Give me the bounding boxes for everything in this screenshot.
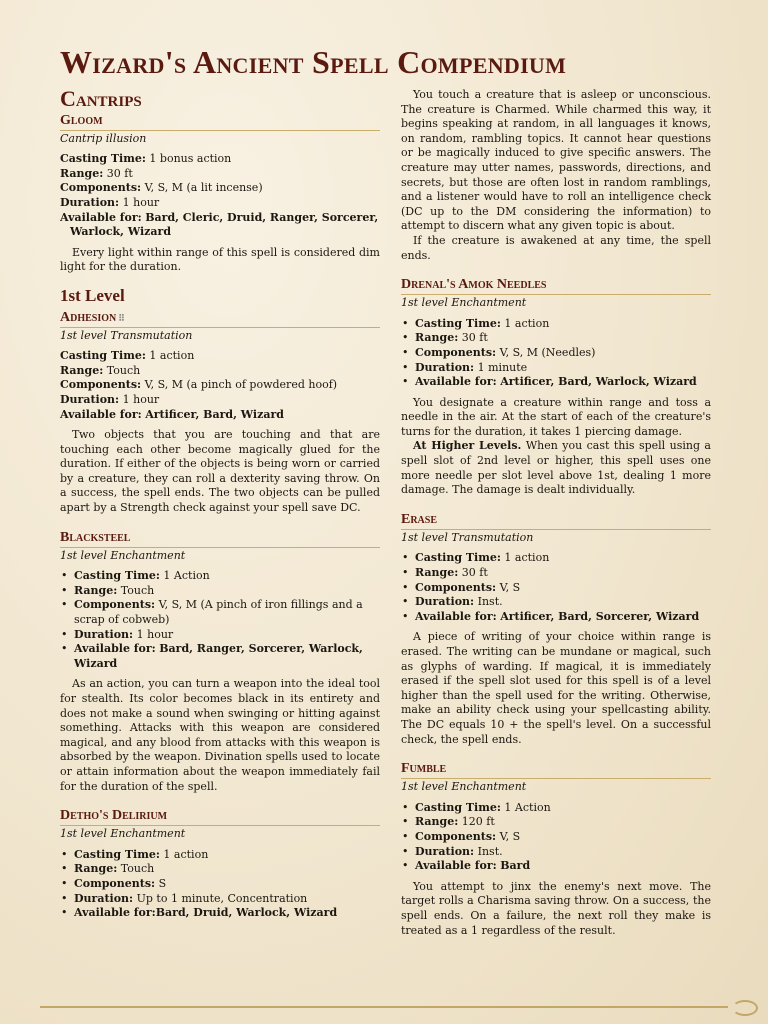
- stat-available: • Available for: Bard, Ranger, Sorcerer, Warlock, Wizard: [74, 642, 380, 671]
- stat-duration: • Duration: Up to 1 minute, Concentration: [74, 892, 380, 907]
- stat-list: [60, 848, 380, 921]
- page-title: Wizard's Ancient Spell Compendium: [60, 44, 567, 80]
- spell-name: Blacksteel: [60, 530, 380, 548]
- stat-components: Components: V, S, M (a pinch of powdered hoof): [60, 378, 338, 392]
- stat-casting-time: • Casting Time: 1 Action: [74, 569, 380, 584]
- spell-school: Cantrip illusion: [60, 131, 147, 145]
- spell-description: You attempt to jinx the enemy's next move. The target rolls a Charisma saving throw. On a success, the spell ends. On a failure, the next roll they make is treated as a 1 regardless of the result.: [401, 879, 711, 937]
- stat-components: • Components: V, S, M (Needles): [415, 346, 711, 361]
- spell-description: Every light within range of this spell is considered dim light for the duration.: [60, 245, 380, 274]
- spell-description: As an action, you can turn a weapon into the ideal tool for stealth. Its color becomes black in its entirety and does not make a sound when swinging or hitting against something. Attacks with this weapon are considered magical, and any blood from attacks with this weapon is absorbed by the weapon. Divination spells used to locate or attain information about the weapon immediately fail for the duration of the spell.: [60, 677, 380, 793]
- stat-duration: • Duration: 1 hour: [74, 628, 380, 643]
- spell-school: 1st level Transmutation: [60, 328, 193, 342]
- spell-school: 1st level Transmutation: [401, 530, 534, 544]
- stat-casting-time: • Casting Time: 1 action: [415, 317, 711, 332]
- stat-duration: Duration: 1 hour: [60, 392, 160, 406]
- stat-casting-time: • Casting Time: 1 action: [74, 848, 380, 863]
- spell-fumble: [401, 761, 711, 938]
- spell-dethos-delirium: [60, 808, 380, 921]
- footer-ornament: [40, 1006, 728, 1008]
- spell-description: Two objects that you are touching and that are touching each other become magically glued for the duration. If either of the objects is being worn or carried by a creature, they can roll a dexterity saving throw. On a success, the spell ends. The two objects can be pulled apart by a Strength check against your spell save DC.: [60, 428, 380, 515]
- higher-levels: At Higher Levels. When you cast this spell using a spell slot of 2nd level or higher, this spell uses one more needle per slot level above 1st, dealing 1 more damage. The damage is dealt individually.: [401, 439, 711, 497]
- spell-school: 1st level Enchantment: [60, 548, 186, 562]
- stat-components: • Components: V, S, M (A pinch of iron fillings and a scrap of cobweb): [74, 598, 380, 627]
- stat-components: • Components: S: [74, 877, 380, 892]
- spell-name: Drenal's Amok Needles: [401, 277, 711, 295]
- stat-duration: • Duration: 1 minute: [415, 361, 711, 376]
- spell-name: Fumble: [401, 761, 711, 779]
- stat-components: • Components: V, S: [415, 830, 711, 845]
- stat-casting-time: Casting Time: 1 bonus action: [60, 152, 232, 166]
- stat-list: [60, 569, 380, 671]
- stat-range: • Range: 30 ft: [415, 331, 711, 346]
- spell-description: You designate a creature within range and toss a needle in the air. At the start of each of the creature's turns for the duration, it takes 1 piercing damage.: [401, 395, 711, 438]
- stat-components: Components: V, S, M (a lit incense): [60, 181, 263, 195]
- stat-available: • Available for: Bard: [415, 859, 711, 874]
- right-column: [401, 88, 711, 938]
- stat-range: • Range: 30 ft: [415, 566, 711, 581]
- spell-adhesion: [60, 310, 380, 516]
- stat-duration: Duration: 1 hour: [60, 195, 160, 209]
- stat-duration: • Duration: Inst.: [415, 595, 711, 610]
- spell-school: 1st level Enchantment: [401, 296, 527, 310]
- stat-casting-time: • Casting Time: 1 action: [415, 551, 711, 566]
- stat-range: • Range: Touch: [74, 584, 380, 599]
- stat-duration: • Duration: Inst.: [415, 845, 711, 860]
- spell-description: A piece of writing of your choice within range is erased. The writing can be mundane or magical, such as glyphs of warding. If magical, it is immediately erased if the spell slot used for this spell is of a level higher than the spell used for the writing. Otherwise, make an ability check using your spellcasting ability. The DC equals 10 + the spell's level. On a successful check, the spell ends.: [401, 630, 711, 746]
- cantrips-heading: Cantrips: [60, 86, 142, 111]
- stat-available: • Available for: Artificer, Bard, Sorcerer, Wizard: [415, 610, 711, 625]
- stat-casting-time: Casting Time: 1 action: [60, 349, 195, 363]
- dethos-description-end: If the creature is awakened at any time, the spell ends.: [401, 233, 711, 262]
- stat-casting-time: • Casting Time: 1 Action: [415, 801, 711, 816]
- dethos-description: You touch a creature that is asleep or unconscious. The creature is Charmed. While charmed this way, it begins speaking at random, in all languages it knows, on random, rambling topics. It cannot hear questions or be magically induced to give specific answers. The creature may utter names, passwords, directions, and secrets, but those are often lost in random ramblings, and a listener would have to roll an intelligence check (DC up to the DM considering the information) to attempt to discern what any given topic is about.: [401, 88, 711, 233]
- stat-range: Range: 30 ft: [60, 166, 133, 180]
- spell-name: Adhesion ⠿: [60, 310, 380, 328]
- stat-list: [401, 801, 711, 874]
- stat-list: [401, 551, 711, 624]
- stat-available: • Available for: Artificer, Bard, Warlock, Wizard: [415, 375, 711, 390]
- stat-range: • Range: Touch: [74, 862, 380, 877]
- stat-available: Available for: Bard, Cleric, Druid, Ranger, Sorcerer,: [60, 210, 379, 224]
- stat-range: • Range: 120 ft: [415, 815, 711, 830]
- spell-erase: [401, 512, 711, 747]
- stat-list: [401, 317, 711, 390]
- stat-available-cont: Warlock, Wizard: [70, 225, 172, 239]
- drag-handle-icon[interactable]: ⠿: [118, 312, 125, 323]
- level1-heading: 1st Level: [60, 285, 125, 305]
- spell-school: 1st level Enchantment: [60, 827, 186, 841]
- spell-drenals-amok-needles: [401, 277, 711, 498]
- stat-available: Available for: Artificer, Bard, Wizard: [60, 407, 284, 421]
- spell-school: 1st level Enchantment: [401, 780, 527, 794]
- left-column: [60, 88, 380, 921]
- spell-blacksteel: [60, 530, 380, 795]
- spell-gloom: [60, 113, 380, 275]
- spell-name: Gloom: [60, 113, 380, 131]
- stat-range: Range: Touch: [60, 363, 141, 377]
- stat-components: • Components: V, S: [415, 581, 711, 596]
- spell-name: Detho's Delirium: [60, 808, 380, 826]
- stat-available: • Available for:Bard, Druid, Warlock, Wizard: [74, 906, 380, 921]
- spell-name: Erase: [401, 512, 711, 530]
